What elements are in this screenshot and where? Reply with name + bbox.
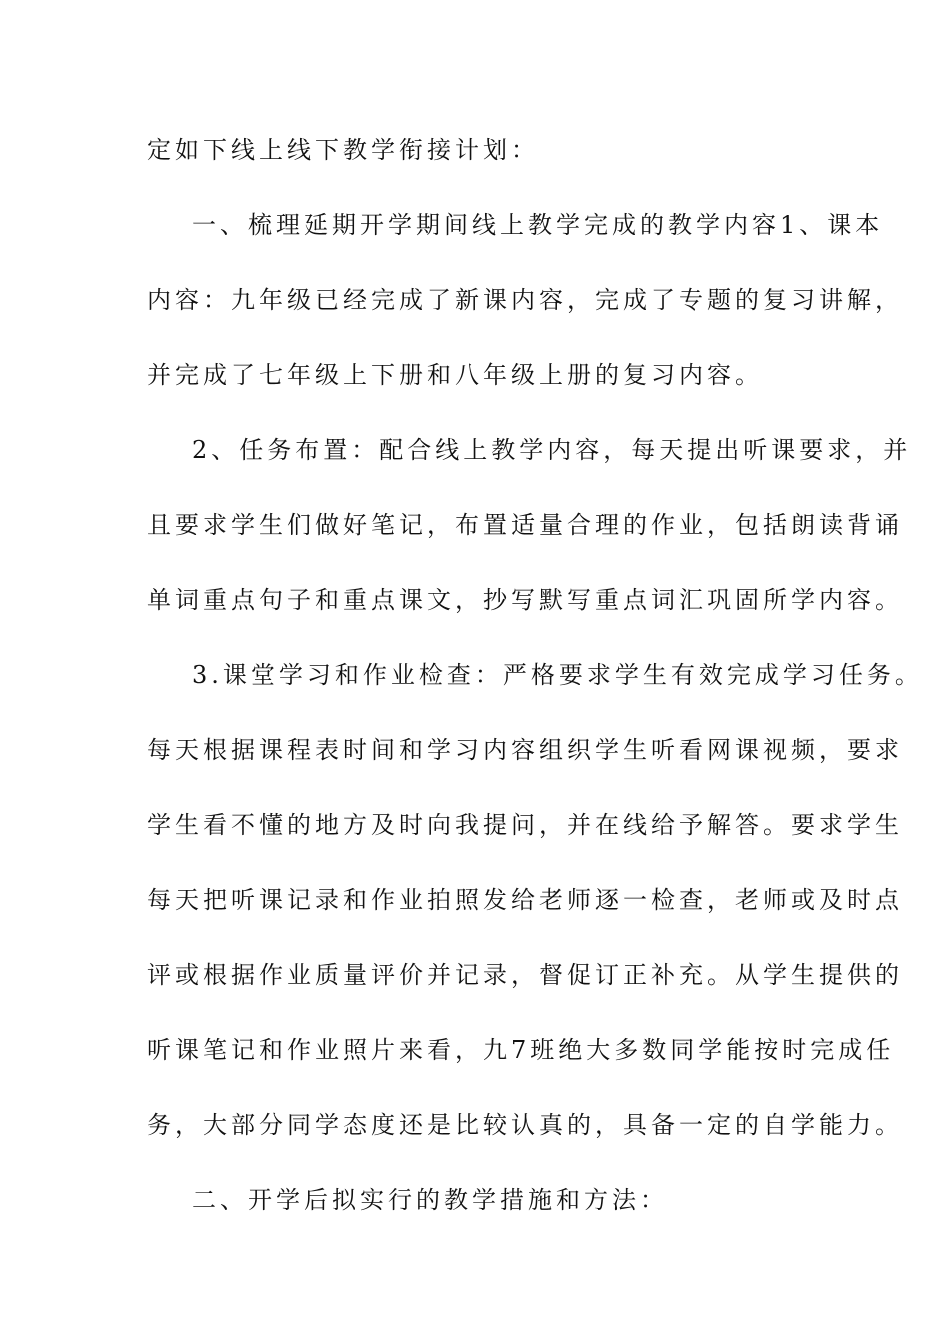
text-line-3: 内容：九年级已经完成了新课内容，完成了专题的复习讲解，	[147, 286, 903, 314]
text-line-12: 评或根据作业质量评价并记录，督促订正补充。从学生提供的	[147, 961, 903, 989]
section-heading-2: 二、开学后拟实行的教学措施和方法：	[192, 1186, 668, 1214]
text-line-11: 每天把听课记录和作业拍照发给老师逐一检查，老师或及时点	[147, 886, 903, 914]
text-line-14: 务，大部分同学态度还是比较认真的，具备一定的自学能力。	[147, 1111, 903, 1139]
text-line-9: 每天根据课程表时间和学习内容组织学生听看网课视频，要求	[147, 736, 903, 764]
text-line-10: 学生看不懂的地方及时向我提问，并在线给予解答。要求学生	[147, 811, 903, 839]
text-line-1: 定如下线上线下教学衔接计划：	[147, 136, 539, 164]
text-line-13: 听课笔记和作业照片来看，九7班绝大多数同学能按时完成任	[147, 1036, 895, 1064]
text-line-4: 并完成了七年级上下册和八年级上册的复习内容。	[147, 361, 763, 389]
text-line-6: 且要求学生们做好笔记，布置适量合理的作业，包括朗读背诵	[147, 511, 903, 539]
paragraph-2-start: 2、任务布置：配合线上教学内容，每天提出听课要求，并	[192, 436, 912, 464]
text-line-7: 单词重点句子和重点课文，抄写默写重点词汇巩固所学内容。	[147, 586, 903, 614]
section-heading-1: 一、梳理延期开学期间线上教学完成的教学内容1、课本	[192, 211, 884, 239]
paragraph-3-start: 3.课堂学习和作业检查：严格要求学生有效完成学习任务。	[192, 661, 923, 689]
